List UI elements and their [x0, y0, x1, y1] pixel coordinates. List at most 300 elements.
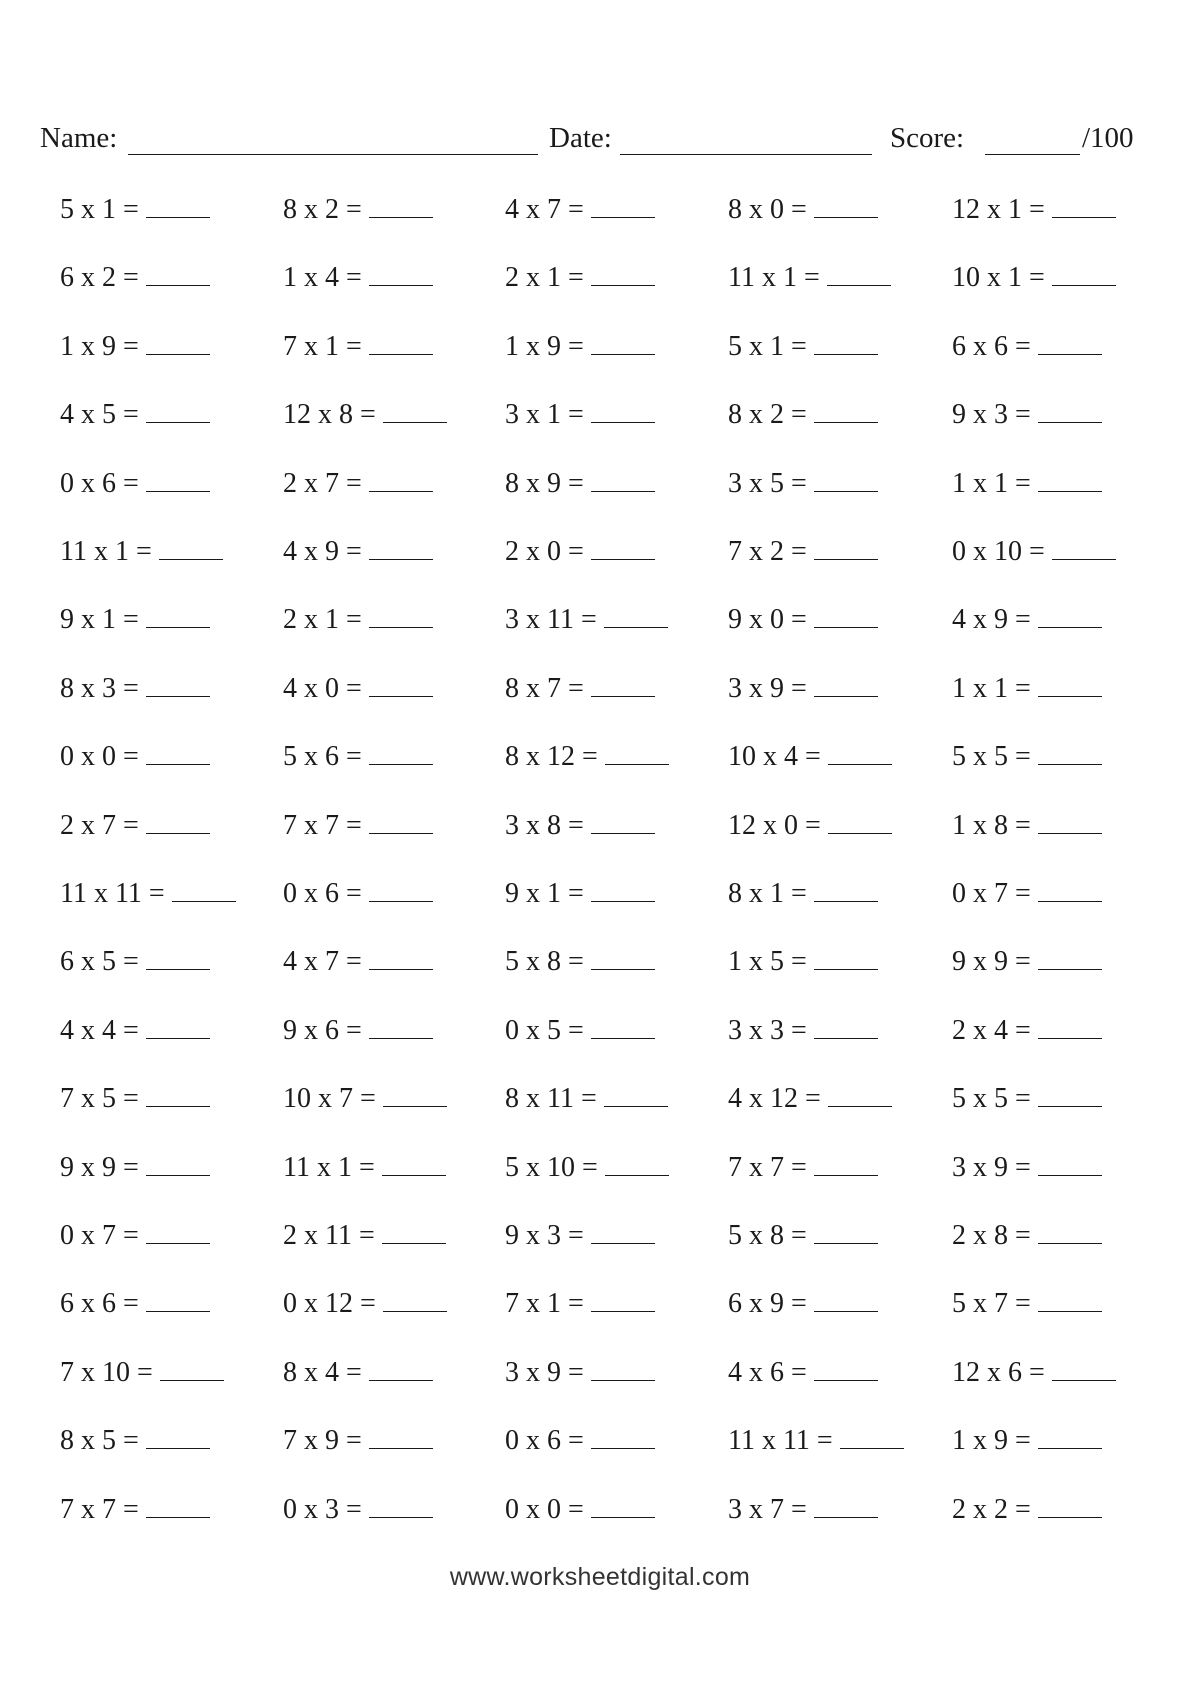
problem-equation: 3 x 3 =: [728, 1015, 807, 1046]
answer-blank[interactable]: [814, 1221, 878, 1244]
problem-item: [952, 532, 1116, 572]
problem-equation: 5 x 8 =: [505, 946, 584, 977]
answer-blank[interactable]: [146, 400, 210, 423]
problem-equation: 2 x 0 =: [505, 536, 584, 567]
answer-blank[interactable]: [146, 1426, 210, 1449]
problem-equation: 3 x 9 =: [505, 1357, 584, 1388]
answer-blank[interactable]: [146, 742, 210, 765]
date-label: Date:: [549, 122, 612, 154]
problem-item: [283, 737, 433, 777]
problem-equation: 9 x 9 =: [952, 946, 1031, 977]
problem-item: [952, 190, 1116, 230]
problem-equation: 3 x 11 =: [505, 604, 597, 635]
problem-item: [283, 532, 433, 572]
problem-item: [283, 1284, 447, 1324]
problem-equation: 3 x 9 =: [728, 673, 807, 704]
problem-item: [952, 258, 1116, 298]
answer-blank[interactable]: [814, 1289, 878, 1312]
problem-equation: 5 x 5 =: [952, 741, 1031, 772]
problem-item: [505, 464, 655, 504]
answer-blank[interactable]: [146, 1495, 210, 1518]
problem-equation: 12 x 1 =: [952, 194, 1045, 225]
problem-item: [60, 1490, 210, 1530]
problem-equation: 4 x 7 =: [283, 946, 362, 977]
answer-blank[interactable]: [591, 674, 655, 697]
problem-item: [728, 1011, 878, 1051]
problem-item: [505, 395, 655, 435]
problem-item: [60, 669, 210, 709]
answer-blank[interactable]: [369, 263, 433, 286]
answer-blank[interactable]: [1038, 332, 1102, 355]
problem-item: [60, 190, 210, 230]
problem-equation: 5 x 10 =: [505, 1152, 598, 1183]
problem-equation: 7 x 10 =: [60, 1357, 153, 1388]
problem-item: [728, 874, 878, 914]
problem-item: [60, 1421, 210, 1461]
problem-item: [952, 1216, 1102, 1256]
problem-equation: 9 x 3 =: [505, 1220, 584, 1251]
answer-blank[interactable]: [814, 332, 878, 355]
problem-item: [283, 1079, 447, 1119]
answer-blank[interactable]: [146, 1084, 210, 1107]
answer-blank[interactable]: [591, 1495, 655, 1518]
problem-equation: 0 x 3 =: [283, 1494, 362, 1525]
problem-equation: 9 x 9 =: [60, 1152, 139, 1183]
answer-blank[interactable]: [383, 1084, 447, 1107]
answer-blank[interactable]: [369, 195, 433, 218]
problem-item: [60, 806, 210, 846]
answer-blank[interactable]: [605, 742, 669, 765]
problem-equation: 8 x 2 =: [283, 194, 362, 225]
problem-equation: 6 x 5 =: [60, 946, 139, 977]
problem-item: [505, 1216, 655, 1256]
problem-equation: 12 x 6 =: [952, 1357, 1045, 1388]
problem-equation: 9 x 3 =: [952, 399, 1031, 430]
answer-blank[interactable]: [369, 674, 433, 697]
problem-equation: 8 x 12 =: [505, 741, 598, 772]
problem-equation: 9 x 1 =: [505, 878, 584, 909]
answer-blank[interactable]: [1038, 674, 1102, 697]
problem-item: [728, 1148, 878, 1188]
problem-item: [283, 1011, 433, 1051]
answer-blank[interactable]: [814, 400, 878, 423]
answer-blank[interactable]: [369, 1426, 433, 1449]
problem-item: [283, 1353, 433, 1393]
problem-equation: 11 x 1 =: [283, 1152, 375, 1183]
problem-equation: 7 x 9 =: [283, 1425, 362, 1456]
problem-equation: 12 x 0 =: [728, 810, 821, 841]
answer-blank[interactable]: [146, 1016, 210, 1039]
problem-equation: 0 x 6 =: [505, 1425, 584, 1456]
answer-blank[interactable]: [369, 811, 433, 834]
answer-blank[interactable]: [146, 947, 210, 970]
problem-equation: 4 x 5 =: [60, 399, 139, 430]
problem-equation: 10 x 7 =: [283, 1083, 376, 1114]
answer-blank[interactable]: [369, 605, 433, 628]
problem-equation: 3 x 7 =: [728, 1494, 807, 1525]
problem-item: [728, 1079, 892, 1119]
problem-equation: 10 x 1 =: [952, 262, 1045, 293]
answer-blank[interactable]: [146, 263, 210, 286]
answer-blank[interactable]: [160, 1358, 224, 1381]
problem-item: [60, 1216, 210, 1256]
problem-item: [60, 1079, 210, 1119]
answer-blank[interactable]: [591, 195, 655, 218]
problem-item: [952, 1353, 1116, 1393]
problem-equation: 6 x 6 =: [60, 1288, 139, 1319]
problem-item: [952, 737, 1102, 777]
answer-blank[interactable]: [146, 605, 210, 628]
problem-item: [60, 1011, 210, 1051]
problem-item: [952, 464, 1102, 504]
problem-equation: 6 x 6 =: [952, 331, 1031, 362]
problem-item: [60, 1353, 224, 1393]
problem-equation: 4 x 9 =: [283, 536, 362, 567]
answer-blank[interactable]: [591, 879, 655, 902]
answer-blank[interactable]: [1052, 195, 1116, 218]
date-field-line[interactable]: [620, 154, 872, 155]
answer-blank[interactable]: [383, 400, 447, 423]
problem-equation: 5 x 1 =: [60, 194, 139, 225]
problem-item: [60, 532, 223, 572]
answer-blank[interactable]: [814, 537, 878, 560]
problem-equation: 6 x 2 =: [60, 262, 139, 293]
problem-item: [728, 1490, 878, 1530]
answer-blank[interactable]: [1038, 1289, 1102, 1312]
answer-blank[interactable]: [383, 1289, 447, 1312]
score-label: Score:: [890, 122, 965, 154]
answer-blank[interactable]: [591, 1016, 655, 1039]
answer-blank[interactable]: [369, 879, 433, 902]
problem-equation: 5 x 6 =: [283, 741, 362, 772]
problem-equation: 3 x 5 =: [728, 468, 807, 499]
answer-blank[interactable]: [146, 469, 210, 492]
problem-item: [728, 395, 878, 435]
problem-item: [952, 600, 1102, 640]
problem-item: [505, 1148, 669, 1188]
answer-blank[interactable]: [1038, 1221, 1102, 1244]
worksheet-header: [40, 118, 1160, 158]
problem-item: [283, 1421, 433, 1461]
problem-item: [952, 1148, 1102, 1188]
problem-equation: 9 x 6 =: [283, 1015, 362, 1046]
problem-item: [952, 1490, 1102, 1530]
answer-blank[interactable]: [369, 1016, 433, 1039]
problem-item: [60, 395, 210, 435]
answer-blank[interactable]: [1038, 742, 1102, 765]
answer-blank[interactable]: [382, 1153, 446, 1176]
problem-equation: 2 x 2 =: [952, 1494, 1031, 1525]
answer-blank[interactable]: [814, 1358, 878, 1381]
problem-item: [283, 942, 433, 982]
answer-blank[interactable]: [369, 1495, 433, 1518]
answer-blank[interactable]: [814, 674, 878, 697]
problem-equation: 5 x 1 =: [728, 331, 807, 362]
answer-blank[interactable]: [1038, 1084, 1102, 1107]
problem-equation: 5 x 7 =: [952, 1288, 1031, 1319]
answer-blank[interactable]: [605, 1153, 669, 1176]
problem-item: [728, 327, 878, 367]
answer-blank[interactable]: [146, 332, 210, 355]
problem-item: [505, 1079, 668, 1119]
problem-item: [505, 1353, 655, 1393]
answer-blank[interactable]: [369, 537, 433, 560]
answer-blank[interactable]: [1038, 469, 1102, 492]
problem-equation: 12 x 8 =: [283, 399, 376, 430]
problem-item: [60, 327, 210, 367]
problem-item: [283, 1148, 446, 1188]
problem-item: [283, 464, 433, 504]
problem-equation: 1 x 1 =: [952, 468, 1031, 499]
problem-equation: 0 x 7 =: [952, 878, 1031, 909]
problem-item: [505, 1421, 655, 1461]
problem-item: [60, 737, 210, 777]
problem-item: [505, 1011, 655, 1051]
name-field-line[interactable]: [128, 154, 538, 155]
problem-item: [505, 737, 669, 777]
answer-blank[interactable]: [828, 1084, 892, 1107]
problem-equation: 7 x 2 =: [728, 536, 807, 567]
answer-blank[interactable]: [827, 263, 891, 286]
problem-equation: 4 x 12 =: [728, 1083, 821, 1114]
answer-blank[interactable]: [1052, 1358, 1116, 1381]
problem-item: [283, 874, 433, 914]
answer-blank[interactable]: [591, 1289, 655, 1312]
problem-equation: 8 x 3 =: [60, 673, 139, 704]
problem-equation: 7 x 5 =: [60, 1083, 139, 1114]
answer-blank[interactable]: [1038, 811, 1102, 834]
answer-blank[interactable]: [1038, 879, 1102, 902]
problem-item: [728, 1216, 878, 1256]
problem-item: [505, 806, 655, 846]
problem-item: [505, 258, 655, 298]
problem-item: [505, 327, 655, 367]
problem-item: [283, 600, 433, 640]
answer-blank[interactable]: [591, 1358, 655, 1381]
problem-equation: 0 x 0 =: [505, 1494, 584, 1525]
answer-blank[interactable]: [591, 1221, 655, 1244]
answer-blank[interactable]: [1052, 263, 1116, 286]
answer-blank[interactable]: [369, 332, 433, 355]
problem-equation: 8 x 7 =: [505, 673, 584, 704]
answer-blank[interactable]: [382, 1221, 446, 1244]
problem-equation: 1 x 8 =: [952, 810, 1031, 841]
problem-item: [60, 600, 210, 640]
answer-blank[interactable]: [814, 469, 878, 492]
problem-equation: 3 x 1 =: [505, 399, 584, 430]
problem-equation: 0 x 12 =: [283, 1288, 376, 1319]
problem-item: [728, 1421, 904, 1461]
problem-item: [283, 1490, 433, 1530]
answer-blank[interactable]: [172, 879, 236, 902]
problem-equation: 1 x 1 =: [952, 673, 1031, 704]
problem-item: [505, 1284, 655, 1324]
problem-equation: 5 x 8 =: [728, 1220, 807, 1251]
problem-item: [283, 395, 447, 435]
problem-equation: 8 x 0 =: [728, 194, 807, 225]
answer-blank[interactable]: [146, 1153, 210, 1176]
answer-blank[interactable]: [591, 947, 655, 970]
problem-item: [283, 669, 433, 709]
problem-item: [505, 669, 655, 709]
problem-item: [60, 874, 236, 914]
answer-blank[interactable]: [591, 263, 655, 286]
problem-equation: 11 x 1 =: [60, 536, 152, 567]
answer-blank[interactable]: [828, 811, 892, 834]
answer-blank[interactable]: [1038, 1495, 1102, 1518]
problem-equation: 8 x 5 =: [60, 1425, 139, 1456]
problem-equation: 2 x 8 =: [952, 1220, 1031, 1251]
problem-equation: 2 x 7 =: [283, 468, 362, 499]
problem-equation: 0 x 10 =: [952, 536, 1045, 567]
answer-blank[interactable]: [828, 742, 892, 765]
answer-blank[interactable]: [814, 605, 878, 628]
problem-item: [952, 942, 1102, 982]
answer-blank[interactable]: [814, 947, 878, 970]
problem-equation: 7 x 7 =: [728, 1152, 807, 1183]
problem-equation: 8 x 1 =: [728, 878, 807, 909]
problem-item: [728, 737, 892, 777]
answer-blank[interactable]: [591, 332, 655, 355]
answer-blank[interactable]: [604, 1084, 668, 1107]
problem-equation: 2 x 11 =: [283, 1220, 375, 1251]
problem-equation: 8 x 2 =: [728, 399, 807, 430]
problem-equation: 7 x 7 =: [283, 810, 362, 841]
problem-item: [952, 874, 1102, 914]
problem-equation: 1 x 5 =: [728, 946, 807, 977]
answer-blank[interactable]: [146, 1221, 210, 1244]
problem-equation: 3 x 9 =: [952, 1152, 1031, 1183]
problem-item: [952, 327, 1102, 367]
answer-blank[interactable]: [814, 1016, 878, 1039]
answer-blank[interactable]: [814, 1153, 878, 1176]
problem-item: [60, 942, 210, 982]
answer-blank[interactable]: [1038, 1153, 1102, 1176]
answer-blank[interactable]: [814, 1495, 878, 1518]
answer-blank[interactable]: [591, 400, 655, 423]
answer-blank[interactable]: [1038, 947, 1102, 970]
problem-item: [952, 806, 1102, 846]
problem-equation: 4 x 6 =: [728, 1357, 807, 1388]
answer-blank[interactable]: [591, 811, 655, 834]
problem-equation: 4 x 4 =: [60, 1015, 139, 1046]
problem-equation: 1 x 9 =: [505, 331, 584, 362]
answer-blank[interactable]: [146, 1289, 210, 1312]
answer-blank[interactable]: [591, 537, 655, 560]
problem-item: [505, 532, 655, 572]
problem-equation: 8 x 11 =: [505, 1083, 597, 1114]
problem-item: [952, 1079, 1102, 1119]
problem-item: [60, 464, 210, 504]
answer-blank[interactable]: [369, 1358, 433, 1381]
answer-blank[interactable]: [369, 742, 433, 765]
problem-equation: 11 x 11 =: [60, 878, 165, 909]
problem-item: [728, 669, 878, 709]
problem-item: [60, 1284, 210, 1324]
problem-item: [952, 1421, 1102, 1461]
answer-blank[interactable]: [840, 1426, 904, 1449]
problem-equation: 7 x 7 =: [60, 1494, 139, 1525]
answer-blank[interactable]: [1038, 400, 1102, 423]
problem-equation: 1 x 9 =: [60, 331, 139, 362]
problem-item: [952, 395, 1102, 435]
problem-equation: 3 x 8 =: [505, 810, 584, 841]
answer-blank[interactable]: [591, 1426, 655, 1449]
problem-equation: 11 x 11 =: [728, 1425, 833, 1456]
problem-item: [505, 874, 655, 914]
problem-item: [505, 942, 655, 982]
answer-blank[interactable]: [369, 469, 433, 492]
score-total: /100: [1082, 122, 1134, 154]
problem-equation: 0 x 5 =: [505, 1015, 584, 1046]
problem-equation: 4 x 9 =: [952, 604, 1031, 635]
problem-item: [283, 258, 433, 298]
problem-item: [952, 669, 1102, 709]
problem-item: [505, 1490, 655, 1530]
answer-blank[interactable]: [1052, 537, 1116, 560]
problem-item: [952, 1011, 1102, 1051]
problem-equation: 0 x 0 =: [60, 741, 139, 772]
problem-equation: 0 x 7 =: [60, 1220, 139, 1251]
problem-item: [283, 1216, 446, 1256]
problem-equation: 2 x 1 =: [283, 604, 362, 635]
problem-equation: 7 x 1 =: [283, 331, 362, 362]
problem-item: [283, 806, 433, 846]
problem-item: [283, 327, 433, 367]
problem-item: [505, 600, 668, 640]
problem-item: [728, 942, 878, 982]
problem-equation: 9 x 0 =: [728, 604, 807, 635]
problem-equation: 0 x 6 =: [60, 468, 139, 499]
problem-item: [728, 1284, 878, 1324]
problem-item: [60, 1148, 210, 1188]
problem-equation: 8 x 9 =: [505, 468, 584, 499]
problem-equation: 5 x 5 =: [952, 1083, 1031, 1114]
problem-equation: 4 x 0 =: [283, 673, 362, 704]
problem-equation: 1 x 4 =: [283, 262, 362, 293]
problem-item: [60, 258, 210, 298]
answer-blank[interactable]: [814, 195, 878, 218]
problem-equation: 7 x 1 =: [505, 1288, 584, 1319]
problem-item: [728, 190, 878, 230]
problem-item: [728, 464, 878, 504]
answer-blank[interactable]: [604, 605, 668, 628]
problem-item: [283, 190, 433, 230]
problem-equation: 6 x 9 =: [728, 1288, 807, 1319]
answer-blank[interactable]: [1038, 1016, 1102, 1039]
answer-blank[interactable]: [591, 469, 655, 492]
answer-blank[interactable]: [146, 195, 210, 218]
answer-blank[interactable]: [1038, 1426, 1102, 1449]
answer-blank[interactable]: [159, 537, 223, 560]
problem-item: [728, 1353, 878, 1393]
answer-blank[interactable]: [1038, 605, 1102, 628]
footer-url: www.worksheetdigital.com: [449, 1563, 751, 1591]
problem-equation: 11 x 1 =: [728, 262, 820, 293]
problem-item: [952, 1284, 1102, 1324]
answer-blank[interactable]: [369, 947, 433, 970]
answer-blank[interactable]: [146, 811, 210, 834]
answer-blank[interactable]: [146, 674, 210, 697]
answer-blank[interactable]: [814, 879, 878, 902]
name-label: Name:: [40, 122, 118, 154]
problem-equation: 4 x 7 =: [505, 194, 584, 225]
problem-equation: 10 x 4 =: [728, 741, 821, 772]
problem-item: [505, 190, 655, 230]
problem-item: [728, 806, 892, 846]
score-field-line[interactable]: [985, 154, 1080, 155]
problem-item: [728, 532, 878, 572]
